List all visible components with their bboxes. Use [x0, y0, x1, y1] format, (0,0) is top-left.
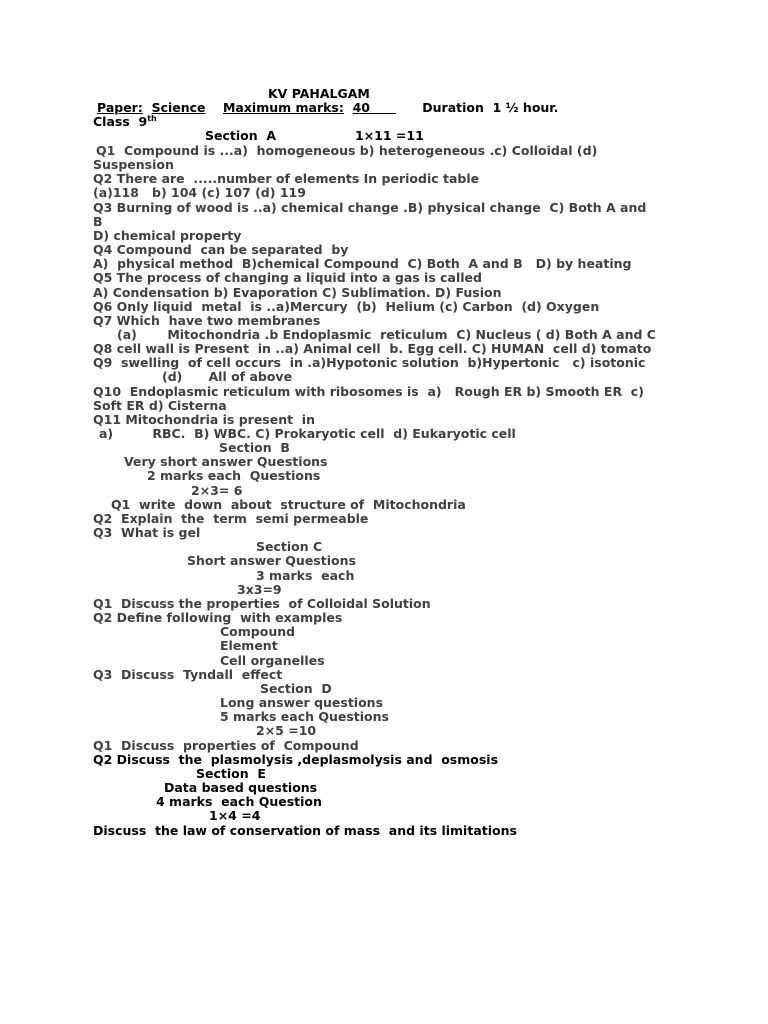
section-e-total: 1×4 =4: [209, 808, 261, 823]
paper-subject: Science: [151, 100, 206, 115]
question-line: Q7 Which have two membranes: [93, 313, 321, 328]
question-line: Q9 swelling of cell occurs in .a)Hypotonic solution b)Hypertonic c) isotonic: [93, 355, 646, 370]
class-line: [93, 115, 157, 129]
question-subitem: Cell organelles: [220, 653, 325, 668]
question-line: Q8 cell wall is Present in ..a) Animal cell b. Egg cell. C) HUMAN cell d) tomato: [93, 341, 652, 356]
question-line: Q3 What is gel: [93, 525, 201, 540]
question-line: Soft ER d) Cisterna: [93, 398, 227, 413]
question-line: Discuss the law of conservation of mass and its limitations: [93, 823, 517, 838]
question-line: Suspension: [93, 157, 174, 172]
class-label: Class 9: [93, 114, 148, 129]
question-line: A) physical method B)chemical Compound C) Both A and B D) by heating: [93, 256, 632, 271]
question-line: (a)118 b) 104 (c) 107 (d) 119: [93, 185, 306, 200]
section-c-title: Section C: [256, 539, 323, 554]
question-line: (d) All of above: [162, 369, 293, 384]
section-d-title: Section D: [260, 681, 332, 696]
section-d-subtitle: Long answer questions: [220, 695, 384, 710]
paper-line: [97, 101, 558, 115]
question-line: Q1 Discuss the properties of Colloidal Solution: [93, 596, 431, 611]
section-a-title: Section A: [205, 128, 277, 143]
section-b-title: Section B: [219, 440, 290, 455]
section-c-marks-each: 3 marks each: [256, 568, 355, 583]
question-line: a) RBC. B) WBC. C) Prokaryotic cell d) Eukaryotic cell: [99, 426, 516, 441]
school-name: KV PAHALGAM: [268, 86, 370, 101]
section-e-marks-each: 4 marks each Question: [156, 794, 322, 809]
question-line: Q2 There are .....number of elements In periodic table: [93, 171, 480, 186]
duration: Duration 1 ½ hour.: [422, 100, 559, 115]
question-line: Q6 Only liquid metal is ..a)Mercury (b) Helium (c) Carbon (d) Oxygen: [93, 299, 600, 314]
section-c-total: 3x3=9: [237, 582, 282, 597]
section-e-title: Section E: [196, 766, 266, 781]
max-marks-value: 40: [352, 100, 370, 115]
section-a-marks: 1×11 =11: [355, 128, 424, 143]
max-marks-label: Maximum marks:: [222, 100, 344, 115]
section-d-total: 2×5 =10: [256, 723, 317, 738]
question-line: Q2 Discuss the plasmolysis ,deplasmolysis and osmosis: [93, 752, 499, 767]
section-b-subtitle: Very short answer Questions: [124, 454, 328, 469]
section-e-subtitle: Data based questions: [164, 780, 318, 795]
question-line: Q4 Compound can be separated by: [93, 242, 349, 257]
section-b-total: 2×3= 6: [191, 483, 243, 498]
question-line: (a) Mitochondria .b Endoplasmic reticulum C) Nucleus ( d) Both A and C: [117, 327, 656, 342]
question-line: Q5 The process of changing a liquid into a gas is called: [93, 270, 482, 285]
question-line: B: [93, 214, 103, 229]
section-d-marks-each: 5 marks each Questions: [220, 709, 389, 724]
question-line: A) Condensation b) Evaporation C) Sublimation. D) Fusion: [93, 285, 502, 300]
question-line: Q3 Burning of wood is ..a) chemical change .B) physical change C) Both A and: [93, 200, 647, 215]
question-line: Q1 Compound is ...a) homogeneous b) heterogeneous .c) Colloidal (d): [96, 143, 598, 158]
question-line: Q3 Discuss Tyndall effect: [93, 667, 283, 682]
question-subitem: Element: [220, 638, 278, 653]
section-c-subtitle: Short answer Questions: [187, 553, 356, 568]
question-subitem: Compound: [220, 624, 296, 639]
question-line: Q1 Discuss properties of Compound: [93, 738, 359, 753]
question-line: Q1 write down about structure of Mitochondria: [111, 497, 466, 512]
question-line: Q10 Endoplasmic reticulum with ribosomes is a) Rough ER b) Smooth ER c): [93, 384, 644, 399]
question-line: Q11 Mitochondria is present in: [93, 412, 315, 427]
paper-label: Paper:: [97, 100, 143, 115]
question-line: D) chemical property: [93, 228, 242, 243]
class-superscript: th: [147, 113, 157, 123]
question-line: Q2 Explain the term semi permeable: [93, 511, 369, 526]
question-line: Q2 Define following with examples: [93, 610, 343, 625]
section-b-marks-each: 2 marks each Questions: [147, 468, 321, 483]
